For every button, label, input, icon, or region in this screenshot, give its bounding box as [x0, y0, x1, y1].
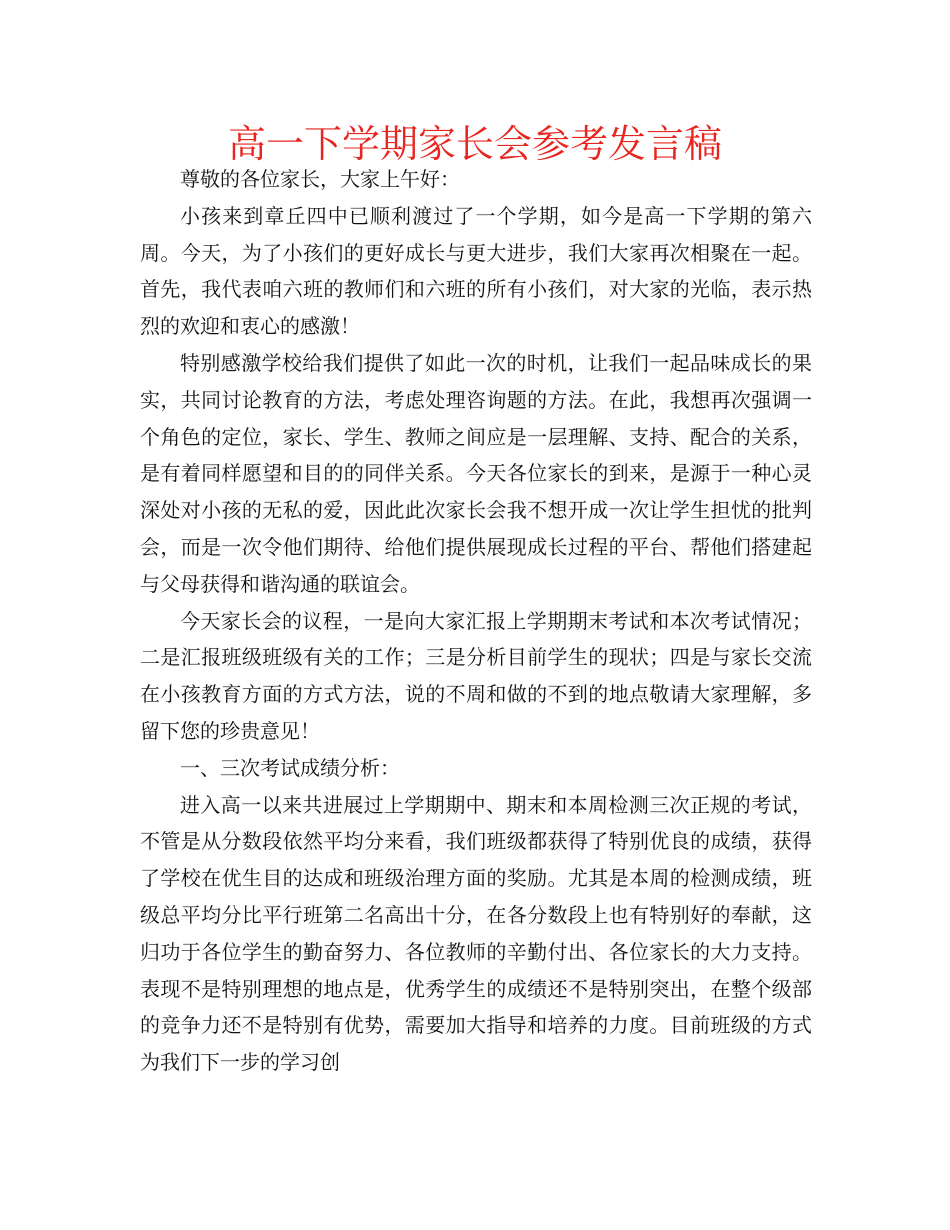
- paragraph-intro: 小孩来到章丘四中已顺利渡过了一个学期，如今是高一下学期的第六周。今天，为了小孩们的更好成长与更大进步，我们大家再次相聚在一起。首先，我代表咱六班的教师们和六班的所有小孩们，对大家的光临，表示热烈的欢迎和衷心的感激！: [140, 203, 812, 339]
- paragraph-exam-analysis: 进入高一以来共进展过上学期期中、期末和本周检测三次正规的考试，不管是从分数段依然平均分来看，我们班级都获得了特别优良的成绩，获得了学校在优生目的达成和班级治理方面的奖励。尤其是本周的检测成绩，班级总平均分比平行班第二名高出十分，在各分数段上也有特别好的奉献，这归功于各位学生的勤奋努力、各位教师的辛勤付出、各位家长的大力支持。表现不是特别理想的地点是，优秀学生的成绩还不是特别突出，在整个级部的竞争力还不是特别有优势，需要加大指导和培养的力度。目前班级的方式为我们下一步的学习创: [140, 792, 812, 1075]
- document-body: [140, 161, 812, 1081]
- document-title: 高一下学期家长会参考发言稿: [227, 122, 722, 166]
- paragraph-thanks: 特别感激学校给我们提供了如此一次的时机，让我们一起品味成长的果实，共同讨论教育的方法，考虑处理咨询题的方法。在此，我想再次强调一个角色的定位，家长、学生、教师之间应是一层理解、支持、配合的关系，是有着同样愿望和目的的同伴关系。今天各位家长的到来，是源于一种心灵深处对小孩的无私的爱，因此此次家长会我不想开成一次让学生担忧的批判会，而是一次令他们期待、给他们提供展现成长过程的平台、帮他们搭建起与父母获得和谐沟通的联谊会。: [140, 350, 812, 596]
- paragraph-agenda: 今天家长会的议程，一是向大家汇报上学期期末考试和本次考试情况；二是汇报班级班级有关的工作；三是分析目前学生的现状；四是与家长交流在小孩教育方面的方式方法，说的不周和做的不到的地点敬请大家理解，多留下您的珍贵意见！: [140, 608, 812, 743]
- paragraph-greeting: 尊敬的各位家长，大家上午好：: [180, 167, 460, 191]
- section-heading-exam-analysis: 一、三次考试成绩分析：: [180, 755, 400, 780]
